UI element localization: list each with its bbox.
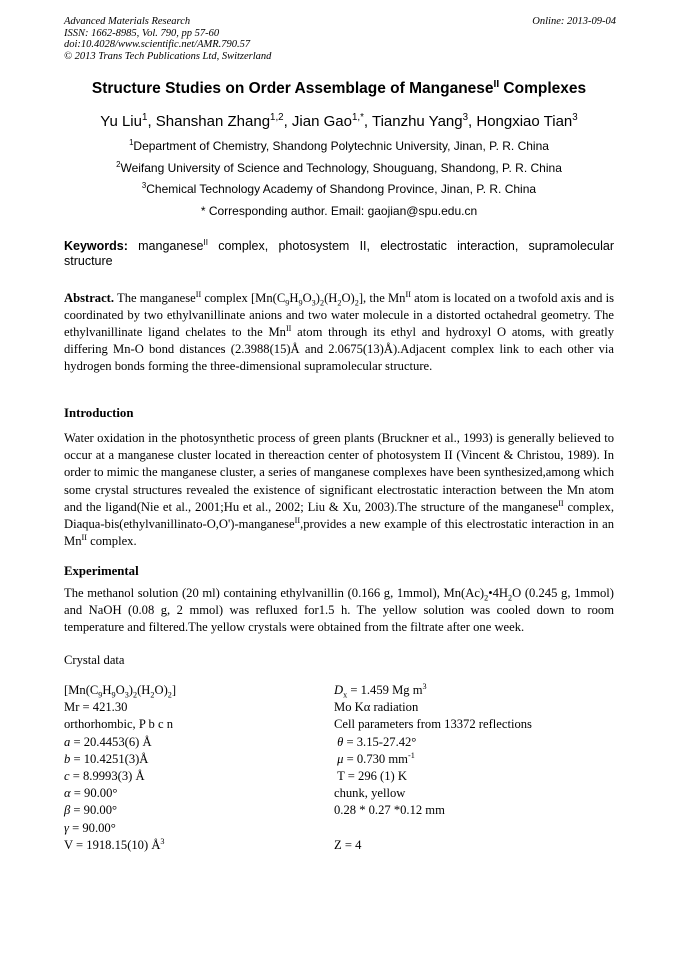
temperature bbox=[334, 768, 407, 785]
journal-header bbox=[64, 16, 271, 62]
abstract-sup: II bbox=[195, 289, 202, 299]
title-tail: Complexes bbox=[499, 80, 587, 97]
introduction-body bbox=[64, 430, 614, 550]
formula-part: ) bbox=[128, 683, 133, 697]
affil-text: Department of Chemistry, Shandong Polytechnic University, Jinan, P. R. China bbox=[133, 139, 549, 153]
author-sup: 1,2 bbox=[270, 112, 284, 123]
author-sup: 3 bbox=[572, 112, 578, 123]
abstract-sub: 3 bbox=[311, 298, 316, 308]
mu-sup: -1 bbox=[407, 750, 415, 760]
crystal-row bbox=[64, 699, 624, 716]
crystal-system: orthorhombic, P b c n bbox=[64, 717, 174, 732]
cell-beta bbox=[64, 802, 117, 819]
alpha-value: = 90.00° bbox=[70, 786, 118, 801]
affil-sup: 3 bbox=[141, 181, 147, 190]
formula-sub: 2 bbox=[150, 690, 155, 700]
gamma-symbol: γ bbox=[64, 820, 69, 835]
theta-value: = 3.15-27.42° bbox=[343, 734, 417, 749]
theta-range bbox=[334, 734, 416, 751]
affil-text: Chemical Technology Academy of Shandong Province, Jinan, P. R. China bbox=[146, 182, 537, 196]
crystal-shape: chunk, yellow bbox=[334, 786, 406, 801]
mu-value: = 0.730 mm bbox=[343, 751, 408, 766]
abstract-text: The manganese bbox=[114, 291, 196, 305]
formula-part: O) bbox=[154, 683, 168, 697]
abstract-sub: 9 bbox=[298, 298, 303, 308]
corresponding-author: * Corresponding author. Email: gaojian@spu.edu.cn bbox=[200, 204, 478, 218]
crystal-row bbox=[64, 682, 624, 699]
abstract-text: complex [Mn(C bbox=[201, 291, 286, 305]
intro-sup: II bbox=[81, 533, 87, 543]
author: Yu Liu bbox=[100, 113, 142, 130]
affiliation-2 bbox=[0, 161, 678, 175]
crystal-row bbox=[64, 837, 624, 854]
intro-text: complex, Diaqua-bis(ethylvanillinato-O,O')-manganese bbox=[64, 499, 614, 532]
density bbox=[334, 682, 427, 699]
crystal-data-label: Crystal data bbox=[64, 653, 125, 667]
author: , Tianzhu Yang bbox=[363, 113, 463, 130]
cell-c bbox=[64, 768, 145, 785]
molar-mass: Mr = 421.30 bbox=[64, 700, 128, 715]
abstract-sub: 9 bbox=[285, 298, 290, 308]
crystal-data-table bbox=[64, 682, 624, 854]
volume-sup: 3 bbox=[160, 836, 165, 846]
intro-sup: II bbox=[558, 498, 564, 508]
exp-sub: 2 bbox=[508, 593, 513, 603]
cell-b bbox=[64, 751, 148, 768]
issn: ISSN: 1662-8985, Vol. 790, pp 57-60 bbox=[64, 27, 220, 39]
cell-b-symbol: b bbox=[64, 751, 71, 766]
author-list bbox=[0, 113, 678, 130]
crystal-size: 0.28 * 0.27 *0.12 mm bbox=[334, 803, 445, 818]
crystal-row bbox=[64, 734, 624, 751]
abstract-text: O bbox=[302, 291, 312, 305]
abstract-sub: 2 bbox=[337, 298, 342, 308]
beta-value: = 90.00° bbox=[70, 803, 118, 818]
author: , Hongxiao Tian bbox=[468, 113, 573, 130]
abstract-text: atom is located on a twofold axis and is coordinated by two ethylvanillinate anions and two water molecule in a distorted octahedral geometry. The ethylvanillinate ligand chelates to the Mn bbox=[64, 291, 614, 339]
abstract-sub: 2 bbox=[354, 298, 359, 308]
alpha-symbol: α bbox=[64, 786, 71, 801]
density-value: = 1.459 Mg m bbox=[347, 683, 423, 697]
crystal-row bbox=[64, 820, 624, 837]
formula-part: H bbox=[102, 683, 112, 697]
affiliation-3 bbox=[0, 182, 678, 196]
keywords-label: Keywords: bbox=[64, 239, 128, 253]
abstract-text: ) bbox=[315, 291, 320, 305]
title-sup: II bbox=[493, 78, 500, 90]
title-main: Structure Studies on Order Assemblage of Manganese bbox=[91, 80, 494, 97]
abstract-text: (H bbox=[324, 291, 338, 305]
cell-alpha bbox=[64, 785, 117, 802]
intro-sup: II bbox=[294, 515, 301, 525]
online-date: Online: 2013-09-04 bbox=[532, 16, 616, 27]
doi: doi:10.4028/www.scientific.net/AMR.790.57 bbox=[64, 39, 251, 50]
author-sup bbox=[352, 112, 364, 123]
crystal-row bbox=[64, 751, 624, 768]
affil-sup: 1 bbox=[129, 138, 134, 147]
author-sup-num: 1, bbox=[351, 112, 361, 123]
mu-symbol: μ bbox=[337, 751, 344, 766]
exp-sub: 2 bbox=[484, 593, 489, 603]
abstract-label: Abstract. bbox=[64, 291, 115, 305]
keywords-text: manganese bbox=[127, 239, 204, 253]
beta-symbol: β bbox=[64, 803, 71, 818]
crystal-row bbox=[64, 768, 624, 785]
formula-sub: 9 bbox=[98, 690, 103, 700]
intro-text: ,provides a new example of this electrostatic interaction in an Mn bbox=[64, 517, 614, 549]
intro-text: Water oxidation in the photosynthetic process of green plants (Bruckner et al., 1993) is generally believed to occur at a manganese cluster located in thereaction center of photosystem II (Vincent & Christou, 1989). In order to mimic the manganese cluster, a series of manganese complexes have been synthesized,among which some crystal structures revealed the existence of significant electrostatic interaction between the Mn atom and the ligand(Nie et al., 2001;Hu et al., 2002; Liu & Xu, 2003).The structure of the manganese bbox=[64, 431, 614, 514]
radiation: Mo Kα radiation bbox=[334, 700, 419, 715]
author-star: * bbox=[360, 112, 364, 123]
cell-b-value: = 10.4251(3)Å bbox=[70, 751, 149, 766]
cell-gamma bbox=[64, 820, 116, 837]
exp-text: O (0.245 g, 1mmol) and NaOH (0.08 g, 2 mmol) was refluxed for1.5 h. The yellow solution was cooled down to room temperature and filtered.The yellow crystals were obtained from the filtrate after one week. bbox=[64, 586, 614, 635]
volume-value: V = 1918.15(10) Å bbox=[64, 837, 161, 852]
introduction-heading: Introduction bbox=[64, 406, 134, 420]
copyright: © 2013 Trans Tech Publications Ltd, Switzerland bbox=[64, 50, 272, 62]
formula-sub: 2 bbox=[167, 690, 172, 700]
density-sup: 3 bbox=[422, 681, 427, 691]
abstract-text: H bbox=[289, 291, 299, 305]
theta-symbol: θ bbox=[337, 734, 344, 749]
keywords-sup: II bbox=[203, 237, 208, 247]
keywords-text: complex, photosystem II, electrostatic interaction, supramolecular structure bbox=[64, 239, 614, 268]
cell-a-value: = 20.4453(6) Å bbox=[70, 734, 152, 749]
formula bbox=[64, 682, 176, 699]
abstract bbox=[64, 290, 614, 375]
author: , Jian Gao bbox=[283, 113, 352, 130]
intro-text: complex. bbox=[86, 534, 137, 549]
abstract-text: atom through its ethyl and hydroxyl O atoms, with greatly differing Mn-O bond distances (2.3988(15)Å and 2.0675(13)Å).Adjacent complex link to each other via hydrogen bonds forming the three-dimensional supramolecular structure. bbox=[64, 325, 614, 373]
formula-sub: 2 bbox=[133, 690, 138, 700]
author: , Shanshan Zhang bbox=[147, 113, 271, 130]
crystal-row bbox=[64, 785, 624, 802]
cell-c-symbol: c bbox=[64, 768, 70, 783]
author-sup: 3 bbox=[462, 112, 469, 123]
cell-volume bbox=[64, 837, 165, 854]
cell-a-symbol: a bbox=[64, 734, 71, 749]
formula-part: ] bbox=[171, 683, 177, 697]
paper-title bbox=[0, 80, 678, 98]
formula-part: (H bbox=[137, 683, 151, 697]
formula-sub: 9 bbox=[111, 690, 116, 700]
cell-c-value: = 8.9993(3) Å bbox=[69, 768, 145, 783]
gamma-value: = 90.00° bbox=[68, 820, 116, 835]
cell-parameters: Cell parameters from 13372 reflections bbox=[334, 717, 532, 732]
density-symbol: D bbox=[334, 683, 344, 697]
affil-text: Weifang University of Science and Technology, Shouguang, Shandong, P. R. China bbox=[120, 161, 562, 175]
experimental-body bbox=[64, 585, 614, 637]
crystal-row bbox=[64, 802, 624, 819]
exp-text: The methanol solution (20 ml) containing ethylvanillin (0.166 g, 1mmol), Mn(Ac) bbox=[64, 586, 485, 600]
abstract-sup: II bbox=[285, 323, 292, 333]
formula-part: [Mn(C bbox=[64, 683, 99, 697]
abstract-text: ], the Mn bbox=[358, 291, 406, 305]
affiliation-1 bbox=[0, 139, 678, 153]
abstract-sub: 2 bbox=[319, 298, 325, 308]
affil-sup: 2 bbox=[116, 160, 121, 169]
crystal-row bbox=[64, 716, 624, 733]
z-value: Z = 4 bbox=[334, 837, 362, 852]
abstract-sup: II bbox=[405, 289, 411, 299]
keywords bbox=[64, 239, 614, 269]
density-sub: x bbox=[343, 690, 348, 700]
author-sup: 1 bbox=[142, 112, 148, 123]
cell-a bbox=[64, 734, 152, 751]
temperature-value: T = 296 (1) K bbox=[337, 768, 407, 783]
exp-text: •4H bbox=[488, 586, 509, 600]
formula-sub: 3 bbox=[124, 690, 129, 700]
experimental-heading: Experimental bbox=[64, 564, 139, 578]
formula-part: O bbox=[115, 683, 125, 697]
journal-name: Advanced Materials Research bbox=[64, 16, 191, 27]
abstract-text: O) bbox=[341, 291, 355, 305]
absorption-coefficient bbox=[334, 751, 415, 768]
